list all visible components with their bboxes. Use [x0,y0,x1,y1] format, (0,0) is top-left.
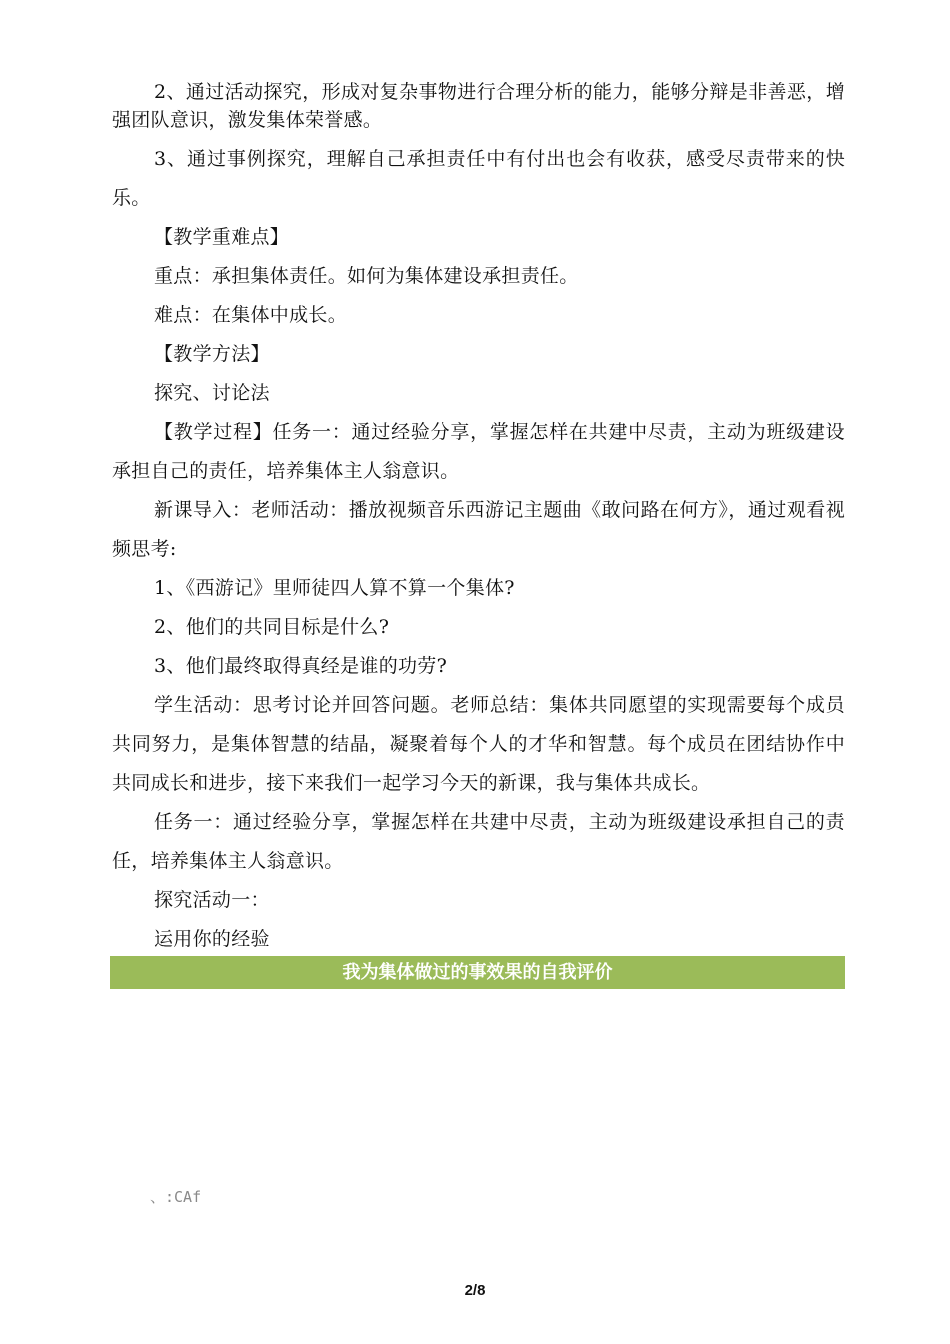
paragraph-student-activity: 学生活动：思考讨论并回答问题。老师总结：集体共同愿望的实现需要每个成员共同努力，是集体智慧的结晶，凝聚着每个人的才华和智慧。每个成员在团结协作中共同成长和进步，接下来我们一起学习今天的新课，我与集体共成长。 [112,694,845,794]
stray-text: 、:CAf [150,1188,202,1206]
page-number: 2/8 [464,1282,486,1299]
paragraph-objective-3: 3、通过事例探究，理解自己承担责任中有付出也会有收获，感受尽责带来的快乐。 [112,148,845,209]
paragraph-exploration-1: 探究活动一： [154,889,270,911]
paragraph-question-2: 2、他们的共同目标是什么? [154,616,390,638]
heading-key-difficulties: 【教学重难点】 [154,226,290,248]
paragraph-question-3: 3、他们最终取得真经是谁的功劳? [154,655,448,677]
document-body [112,78,845,959]
table-header: 我为集体做过的事效果的自我评价 [110,956,845,989]
heading-teaching-method: 【教学方法】 [154,343,270,365]
paragraph-teaching-process: 【教学过程】任务一：通过经验分享，掌握怎样在共建中尽责，主动为班级建设承担自己的责任，培养集体主人翁意识。 [112,421,845,482]
paragraph-difficulty: 难点：在集体中成长。 [154,304,348,326]
paragraph-key-point: 重点：承担集体责任。如何为集体建设承担责任。 [154,265,579,287]
paragraph-objective-2: 2、通过活动探究，形成对复杂事物进行合理分析的能力，能够分辩是非善恶，增强团队意识，激发集体荣誉感。 [112,81,845,131]
paragraph-use-experience: 运用你的经验 [154,928,270,950]
paragraph-task-one: 任务一：通过经验分享，掌握怎样在共建中尽责，主动为班级建设承担自己的责任，培养集体主人翁意识。 [112,811,845,872]
paragraph-method: 探究、讨论法 [154,382,270,404]
paragraph-question-1: 1、《西游记》里师徒四人算不算一个集体? [154,577,515,599]
paragraph-lesson-intro: 新课导入：老师活动：播放视频音乐西游记主题曲《敢问路在何方》，通过观看视频思考: [112,499,845,560]
